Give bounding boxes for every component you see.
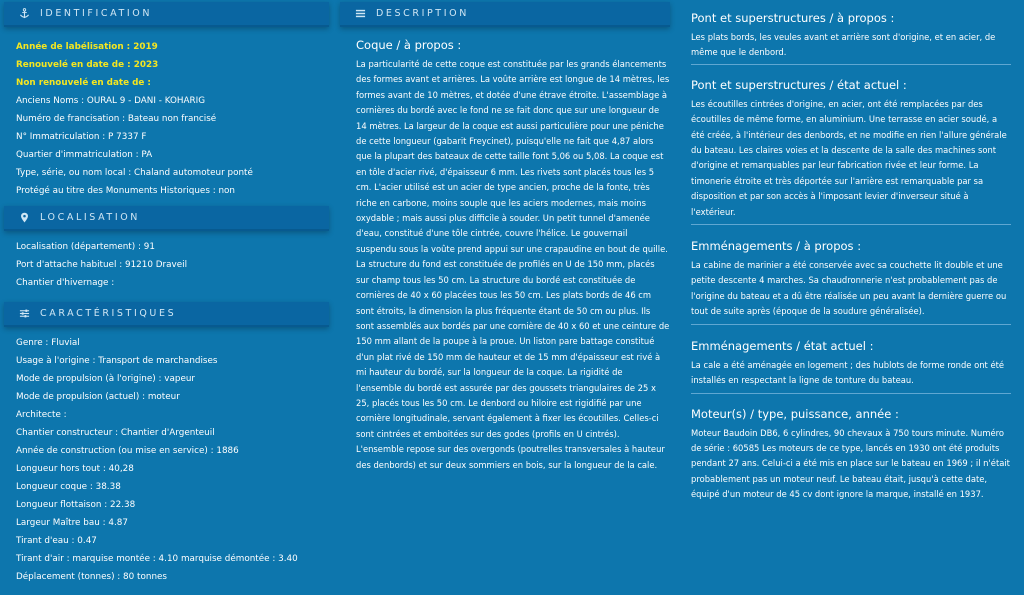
list-icon bbox=[354, 8, 366, 20]
build-year-field: Année de construction (ou mise en service) : 1886 bbox=[16, 446, 239, 456]
label-year-field: Année de labélisation : 2019 bbox=[16, 42, 158, 52]
original-propulsion-field: Mode de propulsion (à l'origine) : vapeur bbox=[16, 374, 196, 384]
former-names-field: Anciens Noms : OURAL 9 - DANI - KOHARIG bbox=[16, 96, 206, 106]
home-port-field: Port d'attache habituel : 91210 Draveil bbox=[16, 260, 188, 270]
overall-length-field: Longueur hors tout : 40,28 bbox=[16, 464, 134, 474]
layout-about-body: La cabine de marinier a été conservée avec sa couchette lit double et une petite descente 4 marches. Sa chaudronnerie n'est probablement pas de l'origine du bateau et a dû être réalisée un peu avant la dernière guerre ou tout de suite après (époque de la soudure généralisée). bbox=[691, 260, 1007, 317]
right-column bbox=[678, 0, 1024, 503]
localisation-heading: LOCALISATION bbox=[40, 212, 141, 223]
hull-length-field: Longueur coque : 38.38 bbox=[16, 482, 121, 492]
localisation-fields bbox=[0, 238, 336, 292]
left-column bbox=[0, 0, 336, 586]
layout-about-section bbox=[691, 239, 1011, 325]
deck-about-title: Pont et superstructures / à propos : bbox=[691, 11, 895, 25]
caracteristiques-fields bbox=[0, 334, 336, 586]
air-draft-field: Tirant d'air : marquise montée : 4.10 marquise démontée : 3.40 bbox=[16, 554, 298, 564]
waterline-length-field: Longueur flottaison : 22.38 bbox=[16, 500, 136, 510]
registration-field: N° Immatriculation : P 7337 F bbox=[16, 132, 147, 142]
engine-title: Moteur(s) / type, puissance, année : bbox=[691, 406, 899, 421]
not-renewed-field: Non renouvelé en date de : bbox=[16, 78, 151, 88]
identification-heading: IDENTIFICATION bbox=[40, 8, 153, 19]
francisation-field: Numéro de francisation : Bateau non francisé bbox=[16, 114, 217, 124]
deck-state-body: Les écoutilles cintrées d'origine, en acier, ont été remplacées par des écoutilles de même forme, en aluminium. Une terrasse en acier soudé, a été créée, à l'intérieur des denbords, et ne modifie en rien l'allure générale du bateau. Les claires voies et la descente de la salle des machines sont d'origine et remarquables par leur fabrication rivée et leur forme. La timonerie étroite et très déportée sur l'arrière est remarquable par sa disposition et par son accès à l'imposant levier d'inverseur situé à l'extérieur. bbox=[691, 98, 1007, 217]
original-use-field: Usage à l'origine : Transport de marchandises bbox=[16, 356, 218, 366]
wintering-field: Chantier d'hivernage : bbox=[16, 278, 115, 288]
monument-field: Protégé au titre des Monuments Historiques : non bbox=[16, 186, 236, 196]
registration-district-field: Quartier d'immatriculation : PA bbox=[16, 150, 153, 160]
layout-state-title: Emménagements / état actuel : bbox=[691, 338, 874, 353]
hull-title: Coque / à propos : bbox=[356, 38, 462, 52]
anchor-icon bbox=[18, 8, 30, 20]
deck-about-body: Les plats bords, les veules avant et arrière sont d'origine, et en acier, de même que le denbord. bbox=[691, 32, 996, 58]
identification-fields bbox=[0, 38, 336, 200]
localisation-header bbox=[4, 206, 329, 231]
caracteristiques-heading: CARACTÉRISTIQUES bbox=[40, 308, 177, 319]
deck-state-title: Pont et superstructures / état actuel : bbox=[691, 77, 907, 92]
beam-field: Largeur Maître bau : 4.87 bbox=[16, 518, 128, 528]
layout-about-title: Emménagements / à propos : bbox=[691, 239, 862, 254]
layout-state-body: La cale a été aménagée en logement ; des hublots de forme ronde ont été installés en respectant la ligne de tonture du bateau. bbox=[691, 359, 1005, 386]
engine-section bbox=[691, 407, 1011, 503]
deck-state-section bbox=[691, 78, 1011, 225]
description-header bbox=[340, 2, 670, 27]
map-pin-icon bbox=[18, 212, 30, 224]
renewed-field: Renouvelé en date de : 2023 bbox=[16, 60, 159, 70]
displacement-field: Déplacement (tonnes) : 80 tonnes bbox=[16, 572, 168, 582]
sliders-icon bbox=[18, 308, 30, 320]
architect-field: Architecte : bbox=[16, 410, 67, 420]
current-propulsion-field: Mode de propulsion (actuel) : moteur bbox=[16, 392, 180, 402]
identification-header bbox=[4, 2, 329, 27]
description-heading: DESCRIPTION bbox=[376, 8, 469, 19]
layout-state-section bbox=[691, 339, 1011, 394]
type-field: Type, série, ou nom local : Chaland automoteur ponté bbox=[16, 168, 253, 178]
caracteristiques-header bbox=[4, 302, 329, 327]
middle-column bbox=[340, 0, 674, 473]
engine-body: Moteur Baudoin DB6, 6 cylindres, 90 chevaux à 750 tours minute. Numéro de série : 60585 Les moteurs de ce type, lancés en 1930 ont été produits pendant 27 ans. Celui-ci a été mis en place sur le bateau en 1969 ; il n'était probablement pas un moteur neuf. Le bateau était, jusqu'à cette date, équipé d'un moteur de 45 cv dont ignore la marque, installé en 1937. bbox=[691, 427, 1010, 500]
genre-field: Genre : Fluvial bbox=[16, 338, 80, 348]
shipyard-field: Chantier constructeur : Chantier d'Argenteuil bbox=[16, 428, 215, 438]
draft-field: Tirant d'eau : 0.47 bbox=[16, 536, 97, 546]
department-field: Localisation (département) : 91 bbox=[16, 242, 155, 252]
hull-description: La particularité de cette coque est constituée par les grands élancements des formes avant et arrières. La voûte arrière est longue de 14 mètres, les formes avant de 10 mètres, et dotée d'une étrave étroite. L'assemblage à cornières du bordé avec le fond ne se fait donc que sur une longueur de 14 mètres. La largeur de la coque est aussi particulière pour une péniche de cette longueur (gabarit Freycinet), puisqu'elle ne fait que 4,87 alors que la plupart des bateaux de cette taille font 5,06 ou 5,08. La coque est en tôle d'acier rivé, d'épaisseur 6 mm. Les rivets sont placés tous les 5 cm. L'acier utilisé est un acier de type ancien, proche de la fonte, très riche en carbone, moins souple que les aciers modernes, mais moins oxydable ; mais aussi plus difficile à souder. Un petit tunnel d'amenée d'eau, constitué d'une tôle cintrée, couvre l'hélice. Le gouvernail suspendu sous la voûte prend appui sur une crapaudine en bout de quille. La structure du fond est constituée de profilés en U de 150 mm, placés sur champ tous les 50 cm. La structure du bordé est constituée de cornières de 40 x 60 placées tous les 50 cm. Les plats bords de 46 cm sont étroits, la dimension la plus fréquente étant de 50 cm ou plus. Ils sont assemblés aux bordés par une cornière de 40 x 60 et une ceinture de 150 mm allant de la poupe à la proue. Un liston pare battage constitué d'un plat rivé de 150 mm de hauteur et de 15 mm d'épaisseur est rivé à mi hauteur du bordé, sur la longueur de la coque. La rigidité de l'ensemble du bordé est assurée par des goussets triangulaires de 25 x 25, placés tous les 50 cm. Le denbord ou hiloire est rigidifié par une cornière longitudinale, servant également à fixer les écoutilles. Celles-ci sont cintrées et emboitées sur des godes (profils en U cintrés). L'ensemble repose sur des overgonds (poutrelles transversales à hauteur des denbords) et sur deux sommiers en bois, sur la longueur de la cale. bbox=[356, 59, 670, 470]
deck-about-section bbox=[691, 11, 1011, 65]
